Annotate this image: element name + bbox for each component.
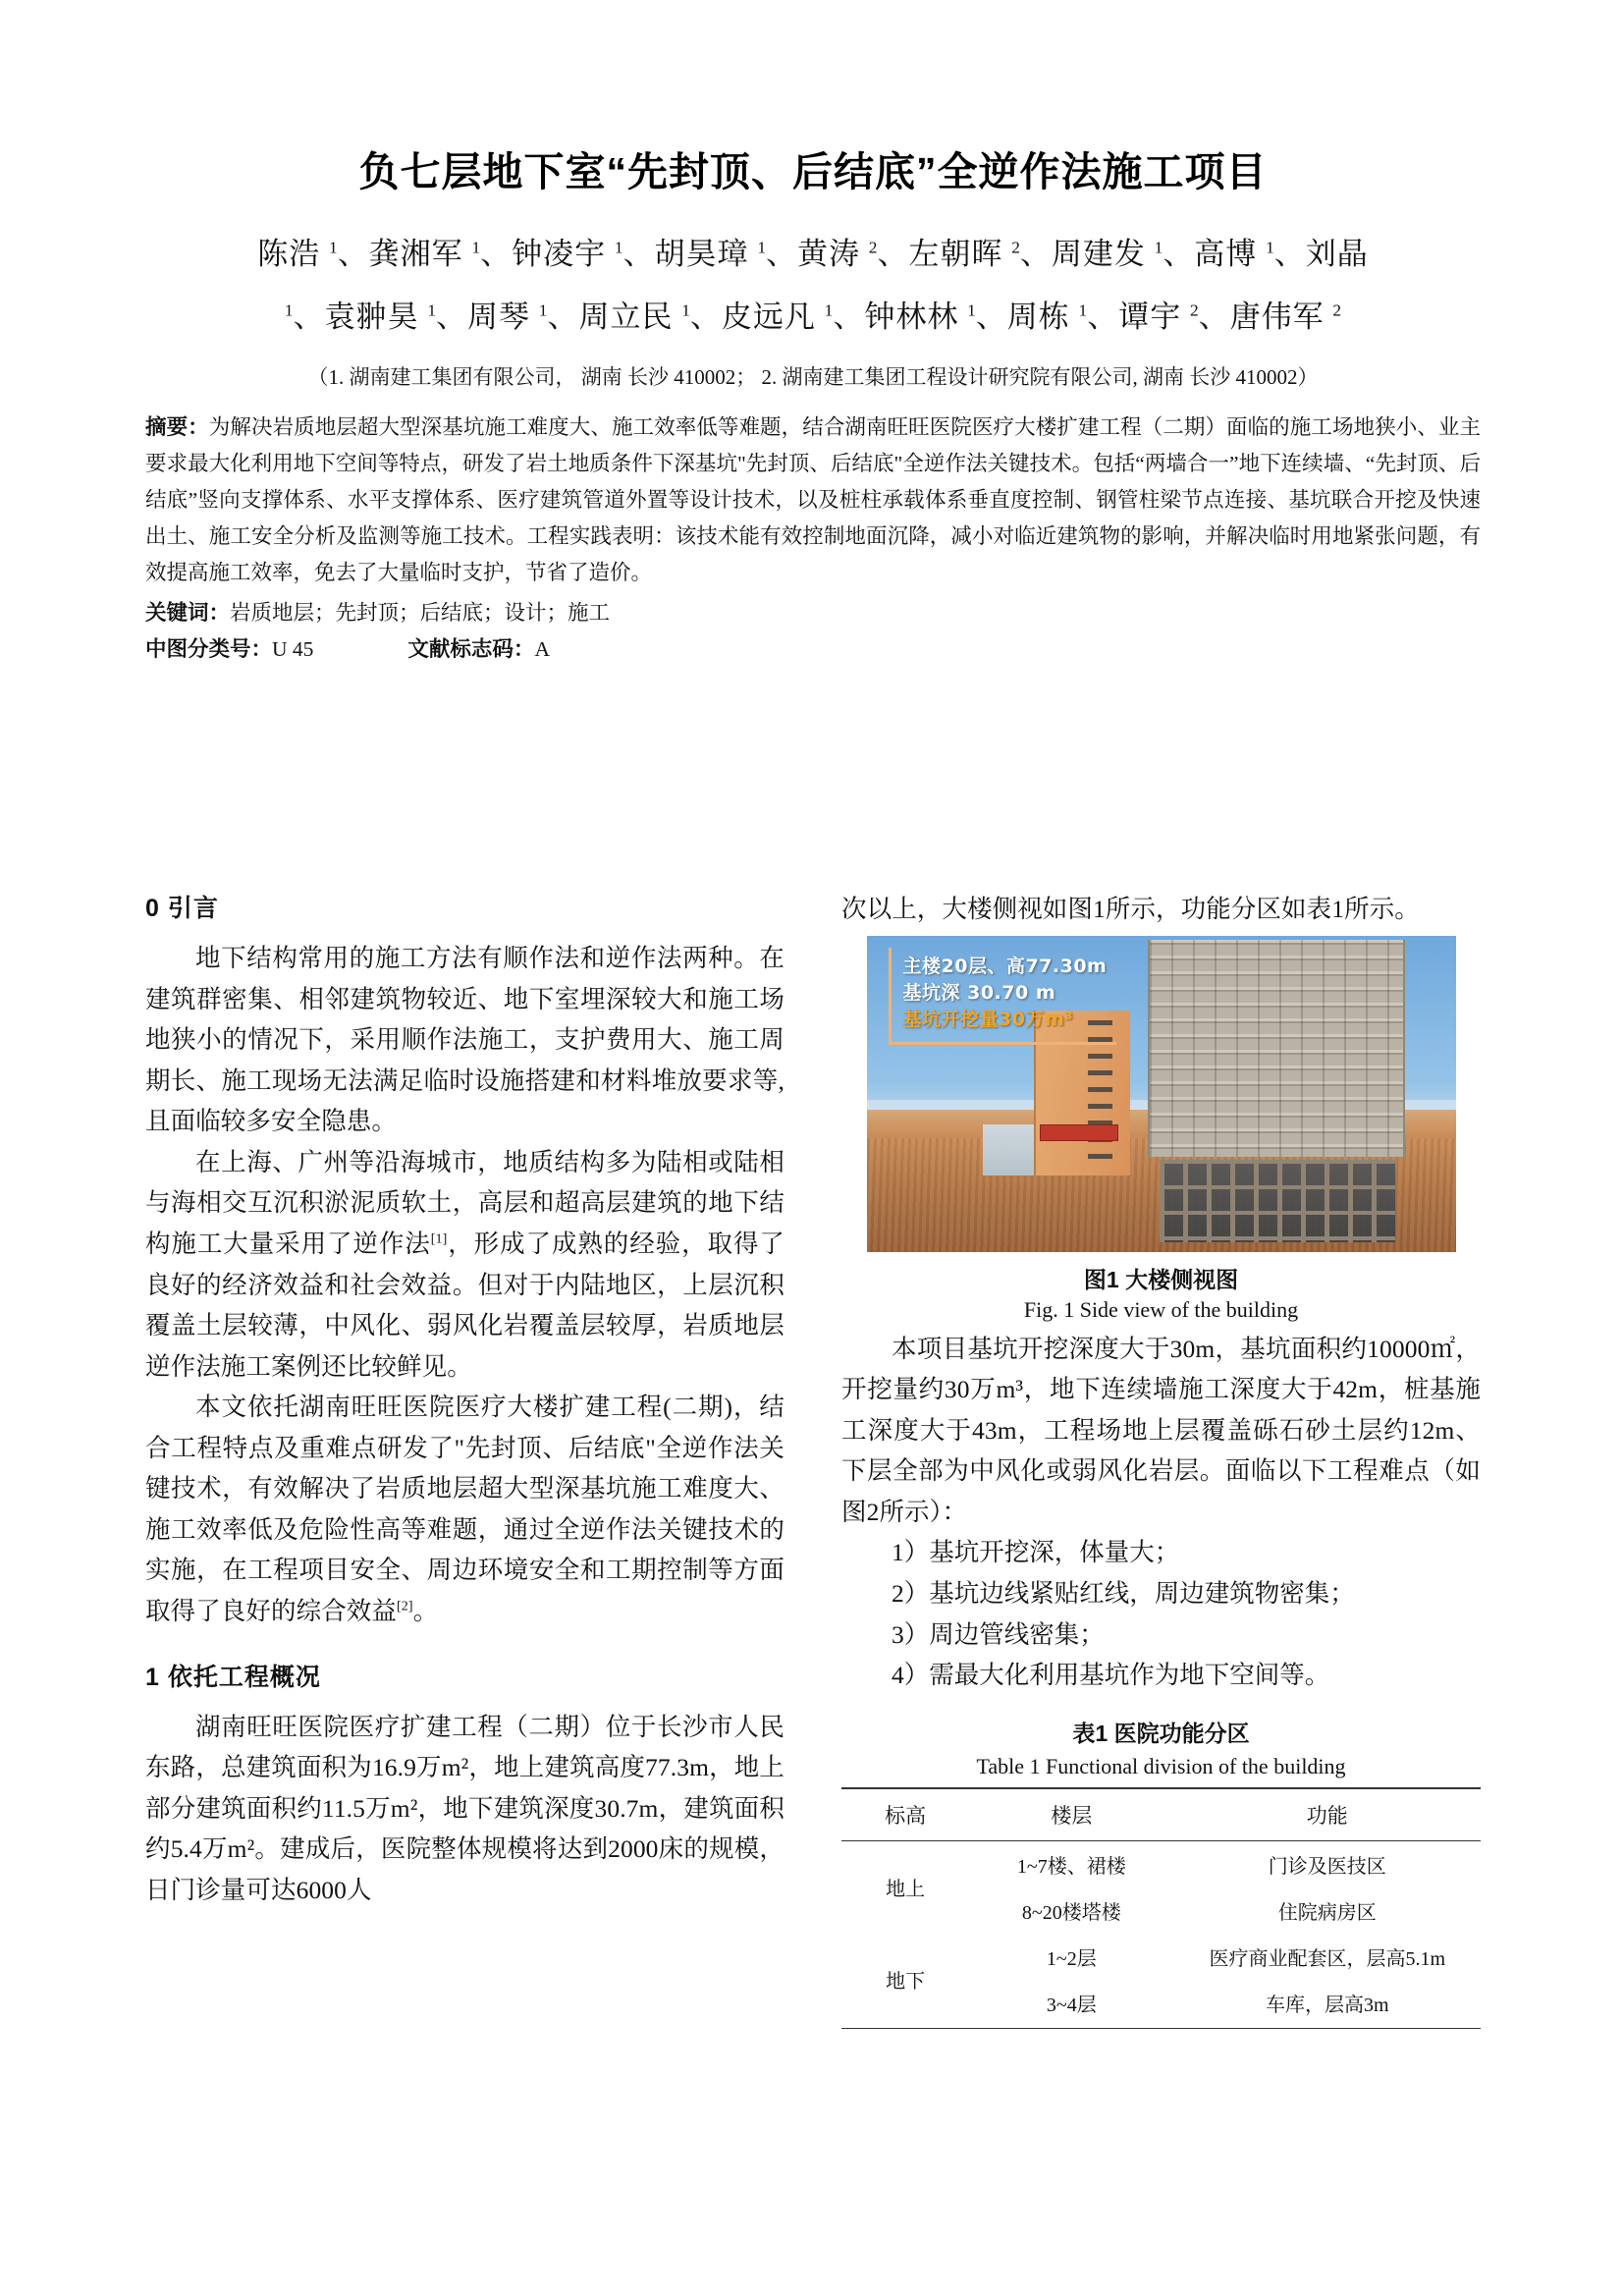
doc-code-label: 文献标志码： bbox=[407, 636, 535, 661]
paragraph-project-overview: 湖南旺旺医院医疗扩建工程（二期）位于长沙市人民东路，总建筑面积为16.9万m²，地上建筑高度77.3m，地上部分建筑面积约11.5万m²，地下建筑深度30.7m，建筑面积约5.4万m²。建成后，医院整体规模将达到2000床的规模，日门诊量可达6000人 bbox=[145, 1712, 784, 1904]
cell-function: 医疗商业配套区，层高5.1m bbox=[1209, 1947, 1446, 1970]
building-side-view-photo bbox=[867, 936, 1456, 1252]
list-item: 2）基坑边线紧贴红线，周边建筑物密集； bbox=[892, 1578, 1355, 1608]
figure-1-caption bbox=[841, 1262, 1481, 1323]
section-heading-0: 0 引言 bbox=[145, 895, 219, 922]
table-1-title-cn: 表1 医院功能分区 bbox=[1072, 1720, 1250, 1746]
right-column bbox=[841, 889, 1481, 2029]
table-1-wrapper bbox=[841, 1716, 1481, 2029]
table-head bbox=[841, 1788, 1481, 1841]
list-item: 3）周边管线密集； bbox=[892, 1619, 1105, 1649]
paragraph-intro-2-a: 在上海、广州等沿海城市，地质结构多为陆相或陆相与海相交互沉积淤泥质软土，高层和超高层建筑的地下结构施工大量采用了逆作法 bbox=[145, 1147, 784, 1258]
cell-function: 住院病房区 bbox=[1277, 1901, 1377, 1924]
cell-group-underground: 地下 bbox=[886, 1971, 926, 1994]
annotation-pit-depth: 基坑深 30.70 m bbox=[902, 981, 1056, 1004]
annotation-excavation-volume: 基坑开挖量30万m³ bbox=[902, 1008, 1074, 1030]
table-row bbox=[841, 1840, 1481, 1887]
column-header-floor: 楼层 bbox=[969, 1788, 1173, 1841]
keywords-text: 岩质地层；先封顶；后结底；设计；施工 bbox=[230, 600, 611, 625]
author-list bbox=[145, 223, 1481, 348]
section-heading-1: 1 依托工程概况 bbox=[145, 1663, 321, 1691]
author-line-2: $^1$、袁翀昊 $^1$、周琴 $^1$、周立民 $^1$、皮远凡 $^1$、钟林林 $^1$、周栋 $^1$、谭宇 $^2$、唐伟军 $^2$ bbox=[284, 299, 1342, 334]
paragraph-intro-3-b: 。 bbox=[412, 1597, 439, 1625]
table-header-row bbox=[841, 1788, 1481, 1841]
cell-floor: 8~20楼塔楼 bbox=[1021, 1901, 1121, 1924]
keywords-label: 关键词： bbox=[145, 600, 231, 625]
abstract-paragraph bbox=[145, 410, 1481, 591]
cell-function: 门诊及医技区 bbox=[1268, 1855, 1386, 1878]
classification-line bbox=[145, 631, 1481, 668]
column-header-elevation: 标高 bbox=[841, 1788, 969, 1841]
column-header-function: 功能 bbox=[1174, 1788, 1482, 1841]
doc-code-value: A bbox=[534, 636, 550, 661]
doc-code-group bbox=[407, 631, 550, 668]
abstract-text: 为解决岩质地层超大型深基坑施工难度大、施工效率低等难题，结合湖南旺旺医院医疗大楼扩建工程（二期）面临的施工场地狭小、业主要求最大化利用地下空间等特点，研发了岩土地质条件下深基坑"先封顶、后结底"全逆作法关键技术。包括“两墙合一”地下连续墙、“先封顶、后结底”竖向支撑体系、水平支撑体系、医疗建筑管道外置等设计技术，以及桩柱承载体系垂直度控制、钢管柱梁节点连接、基坑联合开挖及快速出土、施工安全分析及监测等施工技术。工程实践表明：该技术能有效控制地面沉降，减小对临近建筑物的影响，并解决临时用地紧张问题，有效提高施工效率，免去了大量临时支护，节省了造价。 bbox=[145, 415, 1481, 584]
figure-1-caption-cn: 图1 大楼侧视图 bbox=[1083, 1266, 1239, 1292]
left-column bbox=[145, 889, 784, 2029]
table-1-title-en: Table 1 Functional division of the building bbox=[976, 1753, 1346, 1778]
clc-value: U 45 bbox=[272, 636, 314, 661]
photo-annotation-box bbox=[889, 948, 1117, 1046]
paragraph-intro-1: 地下结构常用的施工方法有顺作法和逆作法两种。在建筑群密集、相邻建筑物较近、地下室埋深较大和施工场地狭小的情况下，采用顺作法施工，支护费用大、施工周期长、施工现场无法满足临时设施搭建和材料堆放要求等,且面临较多安全隐患。 bbox=[145, 944, 784, 1136]
cell-floor: 1~7楼、裙楼 bbox=[1016, 1855, 1126, 1878]
paragraph-intro-3-a: 本文依托湖南旺旺医院医疗大楼扩建工程(二期)，结合工程特点及重难点研发了"先封顶、后结底"全逆作法关键技术，有效解决了岩质地层超大型深基坑施工难度大、施工效率低及危险性高等难题，通过全逆作法关键技术的实施，在工程项目安全、周边环境安全和工期控制等方面取得了良好的综合效益 bbox=[145, 1393, 784, 1625]
author-line-1: 陈浩 $^1$、龚湘军 $^1$、钟凌宇 $^1$、胡昊璋 $^1$、黄涛 $^2$、左朝晖 $^2$、周建发 $^1$、高博 $^1$、刘晶 bbox=[257, 237, 1369, 272]
photo-excavation-pit-frame bbox=[1160, 1160, 1395, 1242]
cell-floor: 3~4层 bbox=[1046, 1994, 1097, 2016]
clc-group bbox=[145, 631, 313, 668]
citation-ref-2: [2] bbox=[397, 1599, 413, 1614]
paragraph-continued: 次以上，大楼侧视如图1所示，功能分区如表1所示。 bbox=[841, 895, 1420, 923]
table-body bbox=[841, 1840, 1481, 2026]
figure-1-caption-en: Fig. 1 Side view of the building bbox=[1023, 1296, 1299, 1322]
engineering-difficulties-list bbox=[841, 1532, 1481, 1695]
body-columns bbox=[145, 889, 1481, 2029]
paragraph-intro-2-b: ，形成了成熟的经验，取得了良好的经济效益和社会效益。但对于内陆地区，上层沉积覆盖土层较薄，中风化、弱风化岩覆盖层较厚，岩质地层逆作法施工案例还比较鲜见。 bbox=[145, 1229, 784, 1381]
abstract-label: 摘要： bbox=[145, 415, 209, 440]
table-row bbox=[841, 1934, 1481, 1980]
page-title: 负七层地下室“先封顶、后结底”全逆作法施工项目 bbox=[358, 149, 1268, 194]
functional-division-table bbox=[841, 1787, 1481, 2026]
cell-group-aboveground: 地上 bbox=[886, 1879, 926, 1901]
figure-1 bbox=[841, 936, 1481, 1323]
paragraph-excavation-details: 本项目基坑开挖深度大于30m，基坑面积约10000㎡，开挖量约30万m³，地下连续墙施工深度大于42m，桩基施工深度大于43m，工程场地上层覆盖砾石砂土层约12m、下层全部为中风化或弱风化岩层。面临以下工程难点（如图2所示）： bbox=[841, 1334, 1481, 1526]
photo-main-tower-under-construction bbox=[1148, 940, 1405, 1157]
paragraph-intro-2 bbox=[145, 1142, 784, 1387]
paragraph-intro-3 bbox=[145, 1387, 784, 1631]
photo-red-signboard bbox=[1040, 1124, 1118, 1141]
list-item: 4）需最大化利用基坑作为地下空间等。 bbox=[892, 1661, 1330, 1690]
keywords-line bbox=[145, 595, 1481, 631]
photo-low-block bbox=[983, 1124, 1042, 1175]
paper-header bbox=[145, 147, 1481, 668]
list-item: 1）基坑开挖深，体量大； bbox=[892, 1538, 1180, 1567]
annotation-main-tower: 主楼20层、高77.30m bbox=[902, 955, 1108, 977]
citation-ref-1: [1] bbox=[430, 1231, 448, 1247]
affiliation-line: （1. 湖南建工集团有限公司， 湖南 长沙 410002； 2. 湖南建工集团工程设计研究院有限公司, 湖南 长沙 410002） bbox=[307, 365, 1319, 390]
cell-floor: 1~2层 bbox=[1046, 1947, 1097, 1970]
table-bottom-rule bbox=[841, 2028, 1481, 2029]
clc-label: 中图分类号： bbox=[145, 636, 273, 661]
cell-function: 车库，层高3m bbox=[1265, 1994, 1389, 2016]
